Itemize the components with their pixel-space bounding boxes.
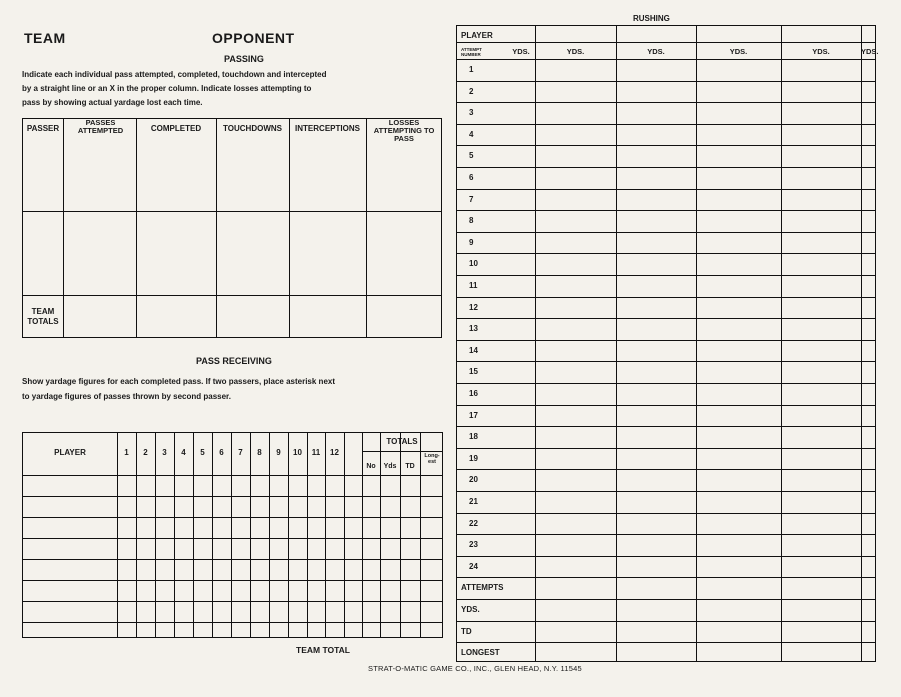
receiving-title: PASS RECEIVING xyxy=(196,356,272,366)
rushing-row-16: 16 xyxy=(469,389,478,398)
receiving-col-7: 7 xyxy=(238,448,243,457)
totals-yds: Yds xyxy=(383,463,397,470)
rushing-row-3: 3 xyxy=(469,108,474,118)
rushing-summary-yds: YDS. xyxy=(461,605,480,614)
receiving-table xyxy=(22,432,443,638)
rushing-row-12: 12 xyxy=(469,302,478,312)
rushing-yds-header: YDS. xyxy=(812,47,830,56)
passing-table xyxy=(22,118,442,338)
col-interceptions: INTERCEPTIONS xyxy=(295,124,360,133)
rushing-row-11: 11 xyxy=(469,281,478,290)
rushing-row-7: 7 xyxy=(469,194,474,204)
totals-longest: Long-est xyxy=(424,453,440,465)
passing-title: PASSING xyxy=(224,54,264,64)
rushing-row-5: 5 xyxy=(469,151,474,161)
passing-team-totals: TEAM TOTALS xyxy=(27,307,59,326)
receiving-totals-header: TOTALS xyxy=(386,437,418,446)
rushing-yds-header: YDS. xyxy=(566,47,585,56)
rushing-row-2: 2 xyxy=(469,86,474,96)
rushing-row-1: 1 xyxy=(469,65,474,74)
passing-instruction-1: Indicate each individual pass attempted, completed, touchdown and intercepted xyxy=(22,70,327,79)
receiving-col-9: 9 xyxy=(276,448,281,457)
col-losses-attempting: LOSSES ATTEMPTING TO PASS xyxy=(373,118,435,143)
rushing-player-header: PLAYER xyxy=(461,31,493,40)
attempt-number-header: ATTEMPT NUMBER xyxy=(461,47,482,57)
rushing-row-9: 9 xyxy=(469,237,474,247)
rushing-row-23: 23 xyxy=(469,540,478,550)
totals-td: TD xyxy=(405,463,415,470)
receiving-col-5: 5 xyxy=(200,448,205,457)
receiving-instruction-1: Show yardage figures for each completed pass. If two passers, place asterisk next xyxy=(22,377,336,386)
rushing-row-14: 14 xyxy=(469,345,478,355)
receiving-col-1: 1 xyxy=(124,448,129,457)
col-passes-attempted: PASSES ATTEMPTED xyxy=(77,118,124,135)
col-touchdowns: TOUCHDOWNS xyxy=(223,124,282,133)
rushing-row-8: 8 xyxy=(469,216,474,226)
totals-no: No xyxy=(366,463,376,470)
receiving-col-8: 8 xyxy=(257,448,262,457)
receiving-player-header: PLAYER xyxy=(54,448,86,457)
rushing-row-19: 19 xyxy=(469,453,478,463)
publisher-credit: STRAT-O-MATIC GAME CO., INC., GLEN HEAD, N.Y. 11545 xyxy=(368,664,582,673)
rushing-row-18: 18 xyxy=(469,432,478,442)
receiving-col-3: 3 xyxy=(162,448,167,457)
rushing-yds-header: YDS. xyxy=(861,47,879,56)
rushing-row-13: 13 xyxy=(469,324,478,334)
rushing-row-22: 22 xyxy=(469,518,478,528)
receiving-col-4: 4 xyxy=(181,448,186,457)
team-label: TEAM xyxy=(24,30,66,46)
rushing-table xyxy=(456,25,879,662)
rushing-row-24: 24 xyxy=(469,561,478,571)
rushing-title: RUSHING xyxy=(633,14,670,23)
col-completed: COMPLETED xyxy=(150,124,202,133)
rushing-yds-header: YDS. xyxy=(729,47,748,56)
receiving-col-2: 2 xyxy=(143,448,148,457)
rushing-row-4: 4 xyxy=(469,129,474,139)
receiving-col-6: 6 xyxy=(219,448,224,457)
rushing-row-10: 10 xyxy=(469,259,478,269)
rushing-summary-attempts: ATTEMPTS xyxy=(461,583,504,593)
rushing-yds-header: YDS. xyxy=(512,47,530,56)
passing-instruction-2: by a straight line or an X in the proper column. Indicate losses attempting to xyxy=(22,84,312,93)
rushing-row-6: 6 xyxy=(469,173,474,182)
receiving-col-12: 12 xyxy=(330,448,339,457)
col-passer: PASSER xyxy=(26,124,60,133)
opponent-label: OPPONENT xyxy=(212,30,295,46)
rushing-row-15: 15 xyxy=(469,367,478,377)
rushing-summary-longest: LONGEST xyxy=(461,648,500,658)
team-total-label: TEAM TOTAL xyxy=(296,645,350,655)
receiving-col-10: 10 xyxy=(293,448,302,457)
passing-instruction-3: pass by showing actual yardage lost each time. xyxy=(22,98,203,107)
receiving-instruction-2: to yardage figures of passes thrown by second passer. xyxy=(22,392,231,401)
rushing-row-21: 21 xyxy=(469,497,478,506)
rushing-row-17: 17 xyxy=(469,410,478,420)
receiving-col-11: 11 xyxy=(311,448,321,457)
rushing-yds-header: YDS. xyxy=(647,47,665,56)
rushing-row-20: 20 xyxy=(469,475,478,485)
rushing-summary-td: TD xyxy=(461,626,472,636)
